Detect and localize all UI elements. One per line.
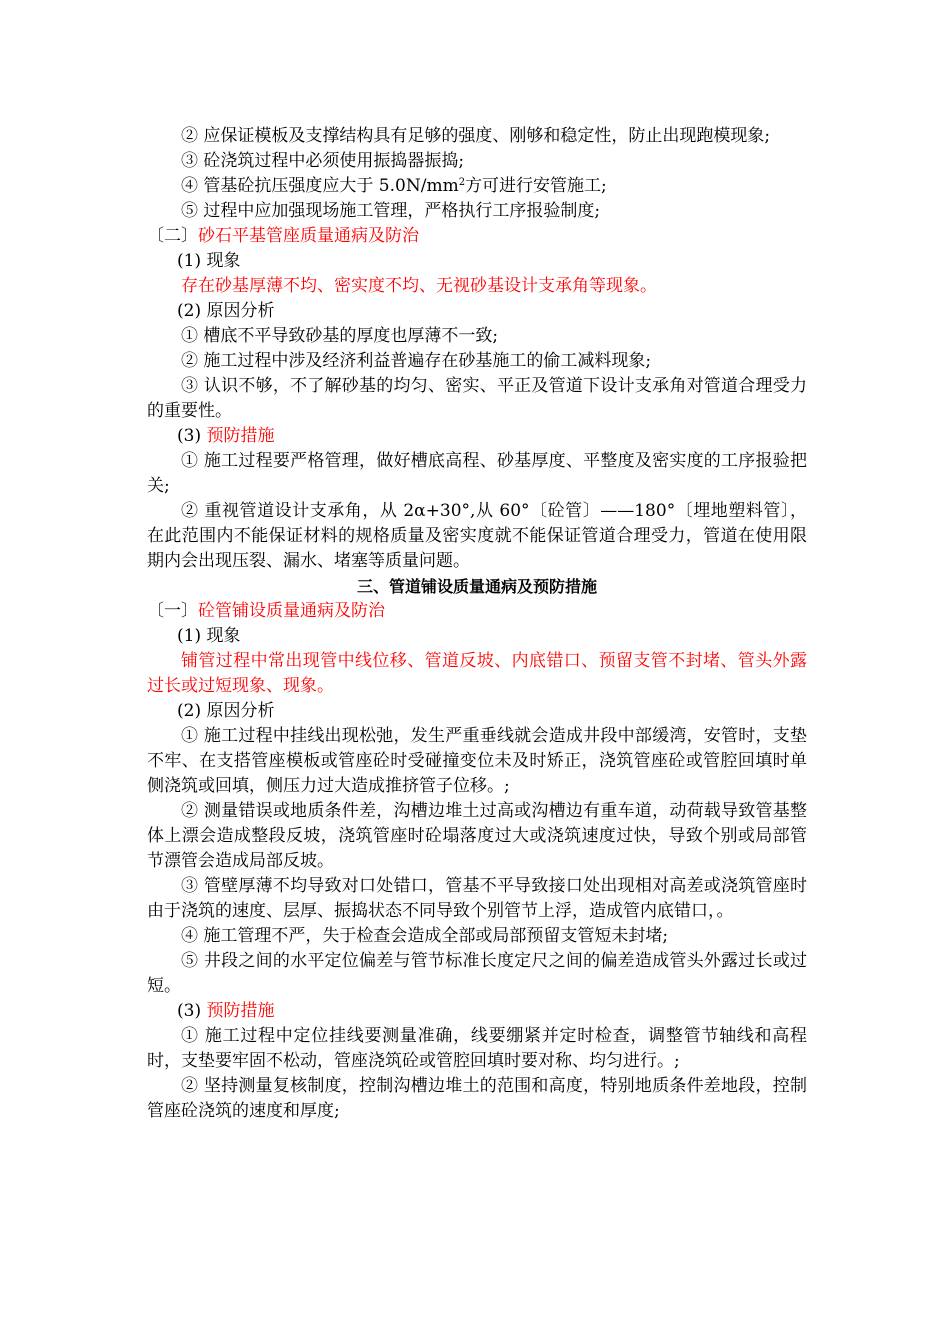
paragraph-item-4 — [147, 174, 807, 199]
label-number: (3) — [177, 426, 207, 446]
label-cause-analysis: (2) 原因分析 — [177, 701, 275, 721]
phenomenon-text: 存在砂基厚薄不均、密实度不均、无视砂基设计支承角等现象。 — [181, 276, 657, 296]
paragraph-item-5: ⑤ 过程中应加强现场施工管理，严格执行工序报验制度; — [181, 201, 601, 221]
heading-text: 砂石平基管座质量通病及防治 — [198, 226, 419, 246]
cause-item-5: ⑤ 井段之间的水平定位偏差与管节标准长度定尺之间的偏差造成管头外露过长或过短。 — [147, 951, 807, 996]
heading-concrete-pipe — [147, 599, 807, 624]
heading-number: 〔一〕 — [147, 601, 198, 621]
section-title: 三、管道铺设质量通病及预防措施 — [356, 577, 597, 596]
label-text: 预防措施 — [206, 426, 275, 446]
prevention-item-1: ① 施工过程中定位挂线要测量准确，线要绷紧并定时检查，调整管节轴线和高程时，支垫要牢固不松动，管座浇筑砼或管腔回填时要对称、均匀进行。; — [147, 1026, 807, 1071]
label-number: (3) — [177, 1001, 207, 1021]
prevention-item-1: ① 施工过程要严格管理，做好槽底高程、砂基厚度、平整度及密实度的工序报验把关; — [147, 451, 807, 496]
cause-item-4: ④ 施工管理不严，失于检查会造成全部或局部预留支管短未封堵; — [181, 926, 669, 946]
label-phenomenon: (1) 现象 — [177, 626, 241, 646]
cause-item-3: ③ 认识不够，不了解砂基的均匀、密实、平正及管道下设计支承角对管道合理受力的重要性。 — [147, 376, 807, 421]
cause-item-2: ② 施工过程中涉及经济利益普遍存在砂基施工的偷工减料现象; — [181, 351, 652, 371]
cause-item-1: ① 槽底不平导致砂基的厚度也厚薄不一致; — [181, 326, 499, 346]
phenomenon-text: 铺管过程中常出现管中线位移、管道反坡、内底错口、预留支管不封堵、管头外露过长或过短现象、现象。 — [147, 651, 807, 696]
document-body — [147, 124, 807, 1124]
heading-sand-base — [147, 224, 807, 249]
label-cause-analysis: (2) 原因分析 — [177, 301, 275, 321]
heading-text: 砼管铺设质量通病及防治 — [198, 601, 385, 621]
heading-number: 〔二〕 — [147, 226, 198, 246]
strength-text: ④ 管基砼抗压强度应大于 5.0N/mm — [181, 176, 459, 196]
paragraph-item-2: ② 应保证模板及支撑结构具有足够的强度、刚够和稳定性，防止出现跑模现象; — [181, 126, 771, 146]
label-prevention — [147, 424, 807, 449]
unit-superscript: 2 — [458, 177, 466, 188]
cause-item-1: ① 施工过程中挂线出现松弛，发生严重垂线就会造成井段中部缓湾，安管时，支垫不牢、在支搭管座模板或管座砼时受碰撞变位未及时矫正，浇筑管座砼或管腔回填时单侧浇筑或回填，侧压力过大造成推挤管子位移。; — [147, 726, 807, 796]
label-phenomenon: (1) 现象 — [177, 251, 241, 271]
label-text: 预防措施 — [206, 1001, 275, 1021]
paragraph-item-3: ③ 砼浇筑过程中必须使用振捣器振捣; — [181, 151, 465, 171]
label-prevention — [147, 999, 807, 1024]
prevention-item-2: ② 重视管道设计支承角，从 2α+30°,从 60°〔砼管〕——180°〔埋地塑料管〕，在此范围内不能保证材料的规格质量及密实度就不能保证管道合理受力，管道在使用限期内会出现压裂、漏水、堵塞等质量问题。 — [147, 501, 807, 571]
cause-item-3: ③ 管壁厚薄不均导致对口处错口，管基不平导致接口处出现相对高差或浇筑管座时由于浇筑的速度、层厚、振捣状态不同导致个别管节上浮，造成管内底错口，。 — [147, 876, 807, 921]
prevention-item-2: ② 坚持测量复核制度，控制沟槽边堆土的范围和高度，特别地质条件差地段，控制管座砼浇筑的速度和厚度; — [147, 1076, 807, 1121]
cause-item-2: ② 测量错误或地质条件差，沟槽边堆土过高或沟槽边有重车道，动荷载导致管基整体上漂会造成整段反坡，浇筑管座时砼塌落度过大或浇筑速度过快，导致个别或局部管节漂管会造成局部反坡。 — [147, 801, 807, 871]
strength-text-end: 方可进行安管施工; — [465, 176, 607, 196]
